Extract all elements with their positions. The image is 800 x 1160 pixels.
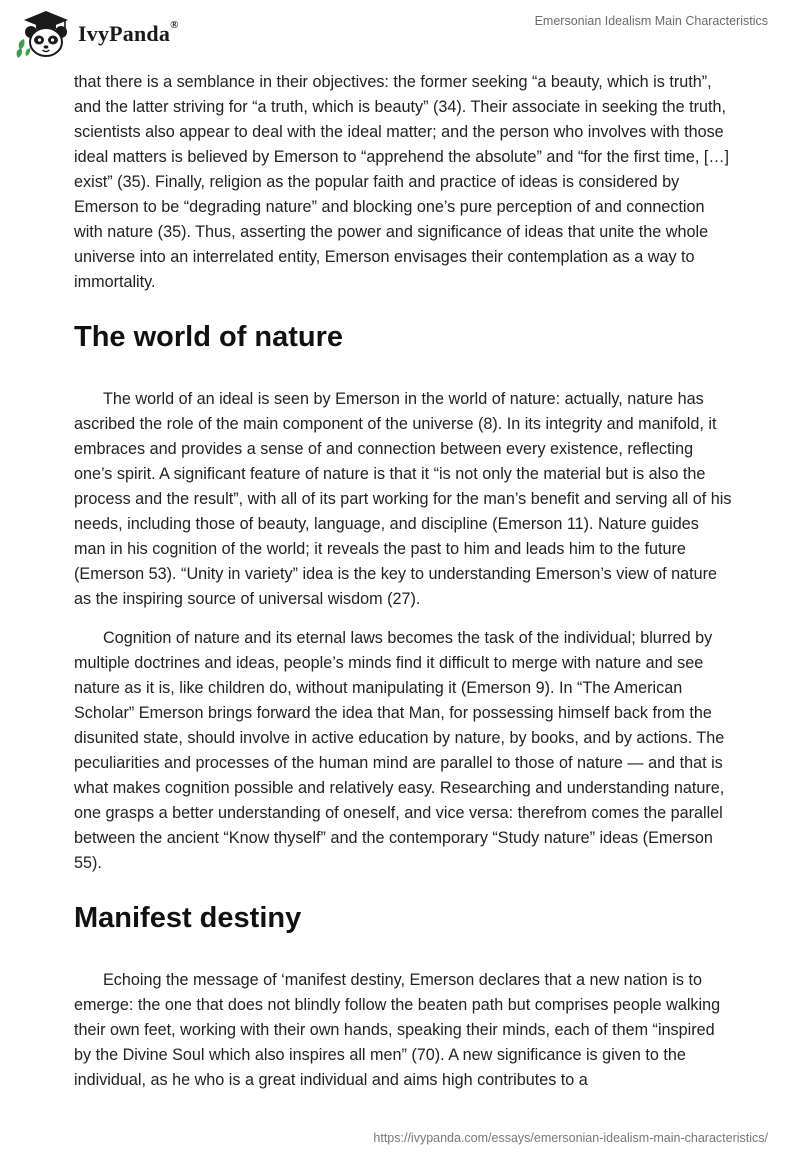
essay-content <box>74 70 734 1107</box>
ivypanda-logo[interactable] <box>14 6 214 62</box>
page-header <box>0 0 800 68</box>
brand-name: IvyPanda® <box>78 19 179 46</box>
panda-graduation-cap-icon <box>14 6 76 62</box>
section-heading-world-of-nature: The world of nature <box>74 321 344 353</box>
paragraph: The world of an ideal is seen by Emerson in the world of nature: actually, nature has ascribed the role of the main component of the universe (8). In its integrity and manifold, it embraces and provides a sense of and connection between every existence, reflecting one’s spirit. A significant feature of nature is that it “is not only the material but is also the process and the result”, with all of its part working for the man’s benefit and serving all of his needs, including those of beauty, language, and discipline (Emerson 11). Nature guides man in his cognition of the world; it reveals the past to him and leads him to the future (Emerson 53). “Unity in variety” idea is the key to understanding Emerson’s view of nature as the inspiring source of universal wisdom (27). <box>74 390 732 608</box>
intro-paragraph: that there is a semblance in their objectives: the former seeking “a beauty, which is truth”, and the latter striving for “a truth, which is beauty” (34). Their associate in seeking the truth, scientists also appear to deal with the ideal matter; and the person who involves with those ideal matters is believed by Emerson to “apprehend the absolute” and “for the first time, […] exist” (35). Finally, religion as the popular faith and practice of ideas is considered by Emerson to be “degrading nature” and blocking one’s pure perception of and connection with nature (35). Thus, asserting the power and significance of ideas that unite the whole universe into an interrelated entity, Emerson envisages their contemplation as a way to immortality. <box>74 73 730 291</box>
section-heading-manifest-destiny: Manifest destiny <box>74 902 302 934</box>
paragraph: Cognition of nature and its eternal laws becomes the task of the individual; blurred by multiple doctrines and ideas, people’s minds find it difficult to merge with nature and see nature as it is, like children do, without manipulating it (Emerson 9). In “The American Scholar” Emerson brings forward the idea that Man, for possessing himself back from the disunited state, should involve in active education by nature, by books, and by actions. The peculiarities and processes of the human mind are parallel to those of nature — and that is what makes cognition possible and relatively easy. Researching and understanding nature, one grasps a better understanding of oneself, and vice versa: therefrom comes the parallel between the ancient “Know thyself” and the contemporary “Study nature” ideas (Emerson 55). <box>74 629 725 872</box>
document-title: Emersonian Idealism Main Characteristics <box>534 14 768 28</box>
source-url[interactable]: https://ivypanda.com/essays/emersonian-idealism-main-characteristics/ <box>373 1131 768 1145</box>
paragraph: Echoing the message of ‘manifest destiny, Emerson declares that a new nation is to emerge: the one that does not blindly follow the beaten path but comprises people walking their own feet, working with their own hands, speaking their minds, each of them “inspired by the Divine Soul which also inspires all men” (70). A new significance is given to the individual, as he who is a great individual and aims high contributes to a <box>74 971 721 1089</box>
